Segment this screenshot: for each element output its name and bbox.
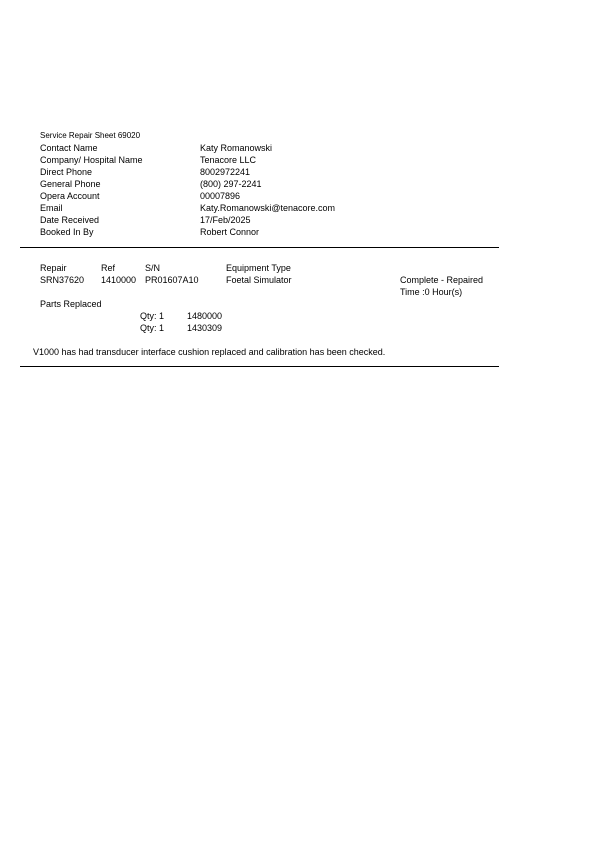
date-received-label: Date Received bbox=[40, 215, 100, 225]
divider-top bbox=[20, 247, 499, 248]
general-phone-label: General Phone bbox=[40, 179, 101, 189]
email-value: Katy.Romanowski@tenacore.com bbox=[200, 203, 336, 213]
repair-header: Repair bbox=[40, 263, 67, 273]
sn-header: S/N bbox=[145, 263, 161, 273]
part-qty: Qty: 1 bbox=[140, 323, 165, 333]
booked-in-by-value: Robert Connor bbox=[200, 227, 260, 237]
direct-phone-label: Direct Phone bbox=[40, 167, 93, 177]
opera-account-label: Opera Account bbox=[40, 191, 100, 201]
company-label: Company/ Hospital Name bbox=[40, 155, 143, 165]
booked-in-by-label: Booked In By bbox=[40, 227, 94, 237]
parts-replaced-label: Parts Replaced bbox=[40, 299, 102, 309]
company-value: Tenacore LLC bbox=[200, 155, 257, 165]
equipment-type-header: Equipment Type bbox=[226, 263, 291, 273]
repair-time: Time :0 Hour(s) bbox=[400, 287, 463, 297]
opera-account-value: 00007896 bbox=[200, 191, 241, 201]
date-received-value: 17/Feb/2025 bbox=[200, 215, 251, 225]
general-phone-value: (800) 297-2241 bbox=[200, 179, 262, 189]
repair-note: V1000 has had transducer interface cushion replaced and calibration has been checked. bbox=[33, 347, 386, 357]
repair-number: SRN37620 bbox=[40, 275, 85, 285]
part-qty: Qty: 1 bbox=[140, 311, 165, 321]
email-label: Email bbox=[40, 203, 63, 213]
part-number: 1480000 bbox=[187, 311, 223, 321]
repair-status: Complete - Repaired bbox=[400, 275, 484, 285]
ref-header: Ref bbox=[101, 263, 116, 273]
ref-value: 1410000 bbox=[101, 275, 137, 285]
sheet-title: Service Repair Sheet 69020 bbox=[40, 131, 141, 140]
contact-name-label: Contact Name bbox=[40, 143, 98, 153]
direct-phone-value: 8002972241 bbox=[200, 167, 251, 177]
equipment-type-value: Foetal Simulator bbox=[226, 275, 292, 285]
part-number: 1430309 bbox=[187, 323, 223, 333]
serial-number: PR01607A10 bbox=[145, 275, 199, 285]
contact-name-value: Katy Romanowski bbox=[200, 143, 273, 153]
divider-bottom bbox=[20, 366, 499, 367]
